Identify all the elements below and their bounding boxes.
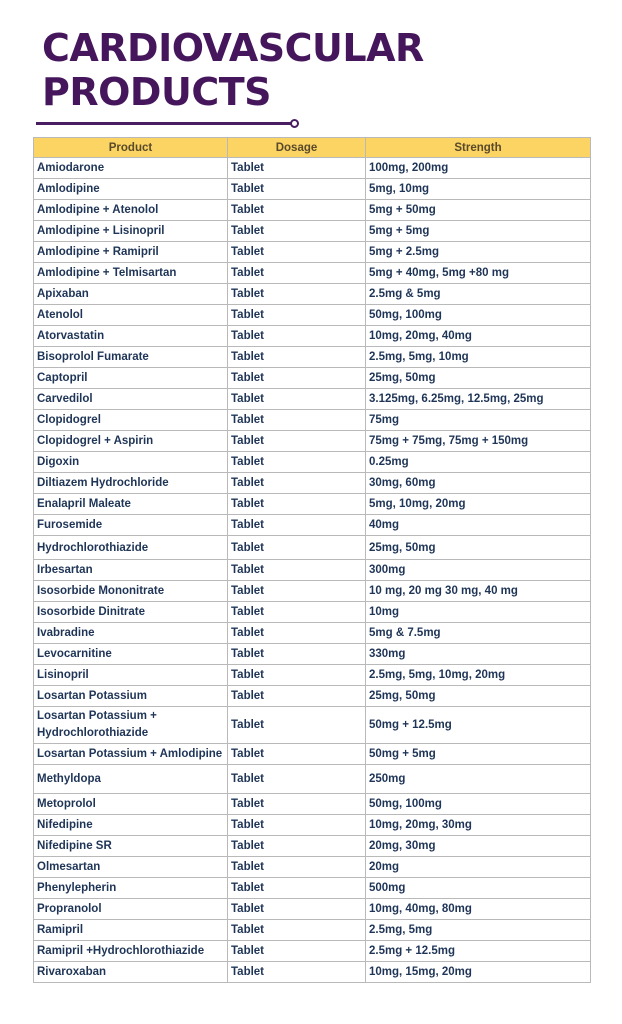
- table-row: [34, 473, 591, 494]
- product-cell: Nifedipine SR: [34, 836, 228, 857]
- dosage-cell: Tablet: [228, 962, 366, 983]
- dosage-cell: Tablet: [228, 560, 366, 581]
- column-header-dosage: Dosage: [228, 138, 366, 158]
- column-header-strength: Strength: [366, 138, 591, 158]
- product-cell: Amlodipine + Ramipril: [34, 242, 228, 263]
- dosage-cell: Tablet: [228, 200, 366, 221]
- dosage-cell: Tablet: [228, 744, 366, 765]
- strength-cell: 2.5mg + 12.5mg: [366, 941, 591, 962]
- dosage-cell: Tablet: [228, 602, 366, 623]
- strength-cell: 2.5mg, 5mg, 10mg: [366, 347, 591, 368]
- table-row: [34, 581, 591, 602]
- product-cell: Metoprolol: [34, 794, 228, 815]
- dosage-cell: Tablet: [228, 326, 366, 347]
- product-cell: Amlodipine + Atenolol: [34, 200, 228, 221]
- strength-cell: 25mg, 50mg: [366, 368, 591, 389]
- table-row: [34, 857, 591, 878]
- strength-cell: 10mg, 20mg, 40mg: [366, 326, 591, 347]
- table-row: [34, 744, 591, 765]
- dosage-cell: Tablet: [228, 920, 366, 941]
- table-row: [34, 536, 591, 560]
- dosage-cell: Tablet: [228, 836, 366, 857]
- page-title-line-1: CARDIOVASCULAR: [42, 26, 424, 70]
- dosage-cell: Tablet: [228, 431, 366, 452]
- strength-cell: 0.25mg: [366, 452, 591, 473]
- product-cell: Lisinopril: [34, 665, 228, 686]
- strength-cell: 30mg, 60mg: [366, 473, 591, 494]
- product-cell: Methyldopa: [34, 765, 228, 794]
- page-title: [42, 26, 424, 114]
- title-divider-line: [36, 122, 291, 125]
- products-table: [33, 137, 591, 983]
- product-cell: Hydrochlorothiazide: [34, 536, 228, 560]
- strength-cell: 5mg + 5mg: [366, 221, 591, 242]
- dosage-cell: Tablet: [228, 158, 366, 179]
- dosage-cell: Tablet: [228, 644, 366, 665]
- product-cell: Amlodipine + Telmisartan: [34, 263, 228, 284]
- strength-cell: 10mg, 40mg, 80mg: [366, 899, 591, 920]
- table-row: [34, 494, 591, 515]
- dosage-cell: Tablet: [228, 536, 366, 560]
- strength-cell: 40mg: [366, 515, 591, 536]
- table-header-row: [34, 138, 591, 158]
- dosage-cell: Tablet: [228, 515, 366, 536]
- table-row: [34, 242, 591, 263]
- dosage-cell: Tablet: [228, 878, 366, 899]
- product-cell: Irbesartan: [34, 560, 228, 581]
- dosage-cell: Tablet: [228, 794, 366, 815]
- strength-cell: 50mg, 100mg: [366, 305, 591, 326]
- dosage-cell: Tablet: [228, 857, 366, 878]
- product-cell: Losartan Potassium + Hydrochlorothiazide: [34, 707, 228, 744]
- product-cell: Phenylepherin: [34, 878, 228, 899]
- product-cell: Losartan Potassium: [34, 686, 228, 707]
- product-cell: Losartan Potassium + Amlodipine: [34, 744, 228, 765]
- product-cell: Amiodarone: [34, 158, 228, 179]
- table-row: [34, 560, 591, 581]
- dosage-cell: Tablet: [228, 368, 366, 389]
- table-row: [34, 686, 591, 707]
- product-cell: Atorvastatin: [34, 326, 228, 347]
- product-cell: Isosorbide Dinitrate: [34, 602, 228, 623]
- table-row: [34, 899, 591, 920]
- dosage-cell: Tablet: [228, 623, 366, 644]
- strength-cell: 50mg + 12.5mg: [366, 707, 591, 744]
- dosage-cell: Tablet: [228, 686, 366, 707]
- product-cell: Clopidogrel + Aspirin: [34, 431, 228, 452]
- strength-cell: 5mg & 7.5mg: [366, 623, 591, 644]
- product-cell: Ramipril: [34, 920, 228, 941]
- table-row: [34, 431, 591, 452]
- product-cell: Clopidogrel: [34, 410, 228, 431]
- product-cell: Atenolol: [34, 305, 228, 326]
- strength-cell: 50mg + 5mg: [366, 744, 591, 765]
- strength-cell: 2.5mg, 5mg: [366, 920, 591, 941]
- dosage-cell: Tablet: [228, 452, 366, 473]
- dosage-cell: Tablet: [228, 665, 366, 686]
- table-row: [34, 221, 591, 242]
- dosage-cell: Tablet: [228, 305, 366, 326]
- strength-cell: 10mg: [366, 602, 591, 623]
- strength-cell: 5mg + 2.5mg: [366, 242, 591, 263]
- dosage-cell: Tablet: [228, 242, 366, 263]
- strength-cell: 5mg + 50mg: [366, 200, 591, 221]
- strength-cell: 5mg, 10mg, 20mg: [366, 494, 591, 515]
- dosage-cell: Tablet: [228, 284, 366, 305]
- table-row: [34, 200, 591, 221]
- strength-cell: 330mg: [366, 644, 591, 665]
- strength-cell: 10mg, 15mg, 20mg: [366, 962, 591, 983]
- product-cell: Amlodipine + Lisinopril: [34, 221, 228, 242]
- strength-cell: 20mg: [366, 857, 591, 878]
- dosage-cell: Tablet: [228, 221, 366, 242]
- strength-cell: 300mg: [366, 560, 591, 581]
- dosage-cell: Tablet: [228, 410, 366, 431]
- strength-cell: 5mg + 40mg, 5mg +80 mg: [366, 263, 591, 284]
- dosage-cell: Tablet: [228, 179, 366, 200]
- table-row: [34, 815, 591, 836]
- product-cell: Ramipril +Hydrochlorothiazide: [34, 941, 228, 962]
- dosage-cell: Tablet: [228, 707, 366, 744]
- table-row: [34, 644, 591, 665]
- table-row: [34, 962, 591, 983]
- strength-cell: 100mg, 200mg: [366, 158, 591, 179]
- strength-cell: 2.5mg & 5mg: [366, 284, 591, 305]
- table-row: [34, 326, 591, 347]
- product-cell: Levocarnitine: [34, 644, 228, 665]
- product-cell: Nifedipine: [34, 815, 228, 836]
- table-row: [34, 158, 591, 179]
- table-row: [34, 179, 591, 200]
- product-cell: Carvedilol: [34, 389, 228, 410]
- dosage-cell: Tablet: [228, 347, 366, 368]
- table-body: [34, 158, 591, 983]
- product-cell: Apixaban: [34, 284, 228, 305]
- table-row: [34, 765, 591, 794]
- column-header-product: Product: [34, 138, 228, 158]
- table-row: [34, 707, 591, 744]
- product-cell: Bisoprolol Fumarate: [34, 347, 228, 368]
- table-row: [34, 794, 591, 815]
- table-row: [34, 305, 591, 326]
- dosage-cell: Tablet: [228, 765, 366, 794]
- product-cell: Propranolol: [34, 899, 228, 920]
- strength-cell: 10 mg, 20 mg 30 mg, 40 mg: [366, 581, 591, 602]
- page-title-line-2: PRODUCTS: [42, 70, 271, 114]
- strength-cell: 75mg + 75mg, 75mg + 150mg: [366, 431, 591, 452]
- strength-cell: 500mg: [366, 878, 591, 899]
- divider-end-circle-icon: [290, 119, 299, 128]
- table-row: [34, 941, 591, 962]
- table-row: [34, 263, 591, 284]
- strength-cell: 20mg, 30mg: [366, 836, 591, 857]
- table-row: [34, 920, 591, 941]
- table-row: [34, 368, 591, 389]
- strength-cell: 3.125mg, 6.25mg, 12.5mg, 25mg: [366, 389, 591, 410]
- dosage-cell: Tablet: [228, 941, 366, 962]
- table-row: [34, 515, 591, 536]
- strength-cell: 2.5mg, 5mg, 10mg, 20mg: [366, 665, 591, 686]
- product-cell: Rivaroxaban: [34, 962, 228, 983]
- product-cell: Digoxin: [34, 452, 228, 473]
- product-cell: Enalapril Maleate: [34, 494, 228, 515]
- product-cell: Isosorbide Mononitrate: [34, 581, 228, 602]
- dosage-cell: Tablet: [228, 581, 366, 602]
- table-row: [34, 410, 591, 431]
- product-cell: Furosemide: [34, 515, 228, 536]
- dosage-cell: Tablet: [228, 899, 366, 920]
- dosage-cell: Tablet: [228, 815, 366, 836]
- product-cell: Amlodipine: [34, 179, 228, 200]
- table-row: [34, 623, 591, 644]
- dosage-cell: Tablet: [228, 473, 366, 494]
- product-cell: Ivabradine: [34, 623, 228, 644]
- strength-cell: 5mg, 10mg: [366, 179, 591, 200]
- table-row: [34, 878, 591, 899]
- strength-cell: 75mg: [366, 410, 591, 431]
- table-row: [34, 452, 591, 473]
- strength-cell: 25mg, 50mg: [366, 536, 591, 560]
- table-row: [34, 665, 591, 686]
- dosage-cell: Tablet: [228, 263, 366, 284]
- table-row: [34, 602, 591, 623]
- strength-cell: 50mg, 100mg: [366, 794, 591, 815]
- table-row: [34, 389, 591, 410]
- table-row: [34, 347, 591, 368]
- product-cell: Captopril: [34, 368, 228, 389]
- table-row: [34, 284, 591, 305]
- strength-cell: 250mg: [366, 765, 591, 794]
- strength-cell: 25mg, 50mg: [366, 686, 591, 707]
- strength-cell: 10mg, 20mg, 30mg: [366, 815, 591, 836]
- product-cell: Diltiazem Hydrochloride: [34, 473, 228, 494]
- dosage-cell: Tablet: [228, 494, 366, 515]
- product-cell: Olmesartan: [34, 857, 228, 878]
- table-row: [34, 836, 591, 857]
- dosage-cell: Tablet: [228, 389, 366, 410]
